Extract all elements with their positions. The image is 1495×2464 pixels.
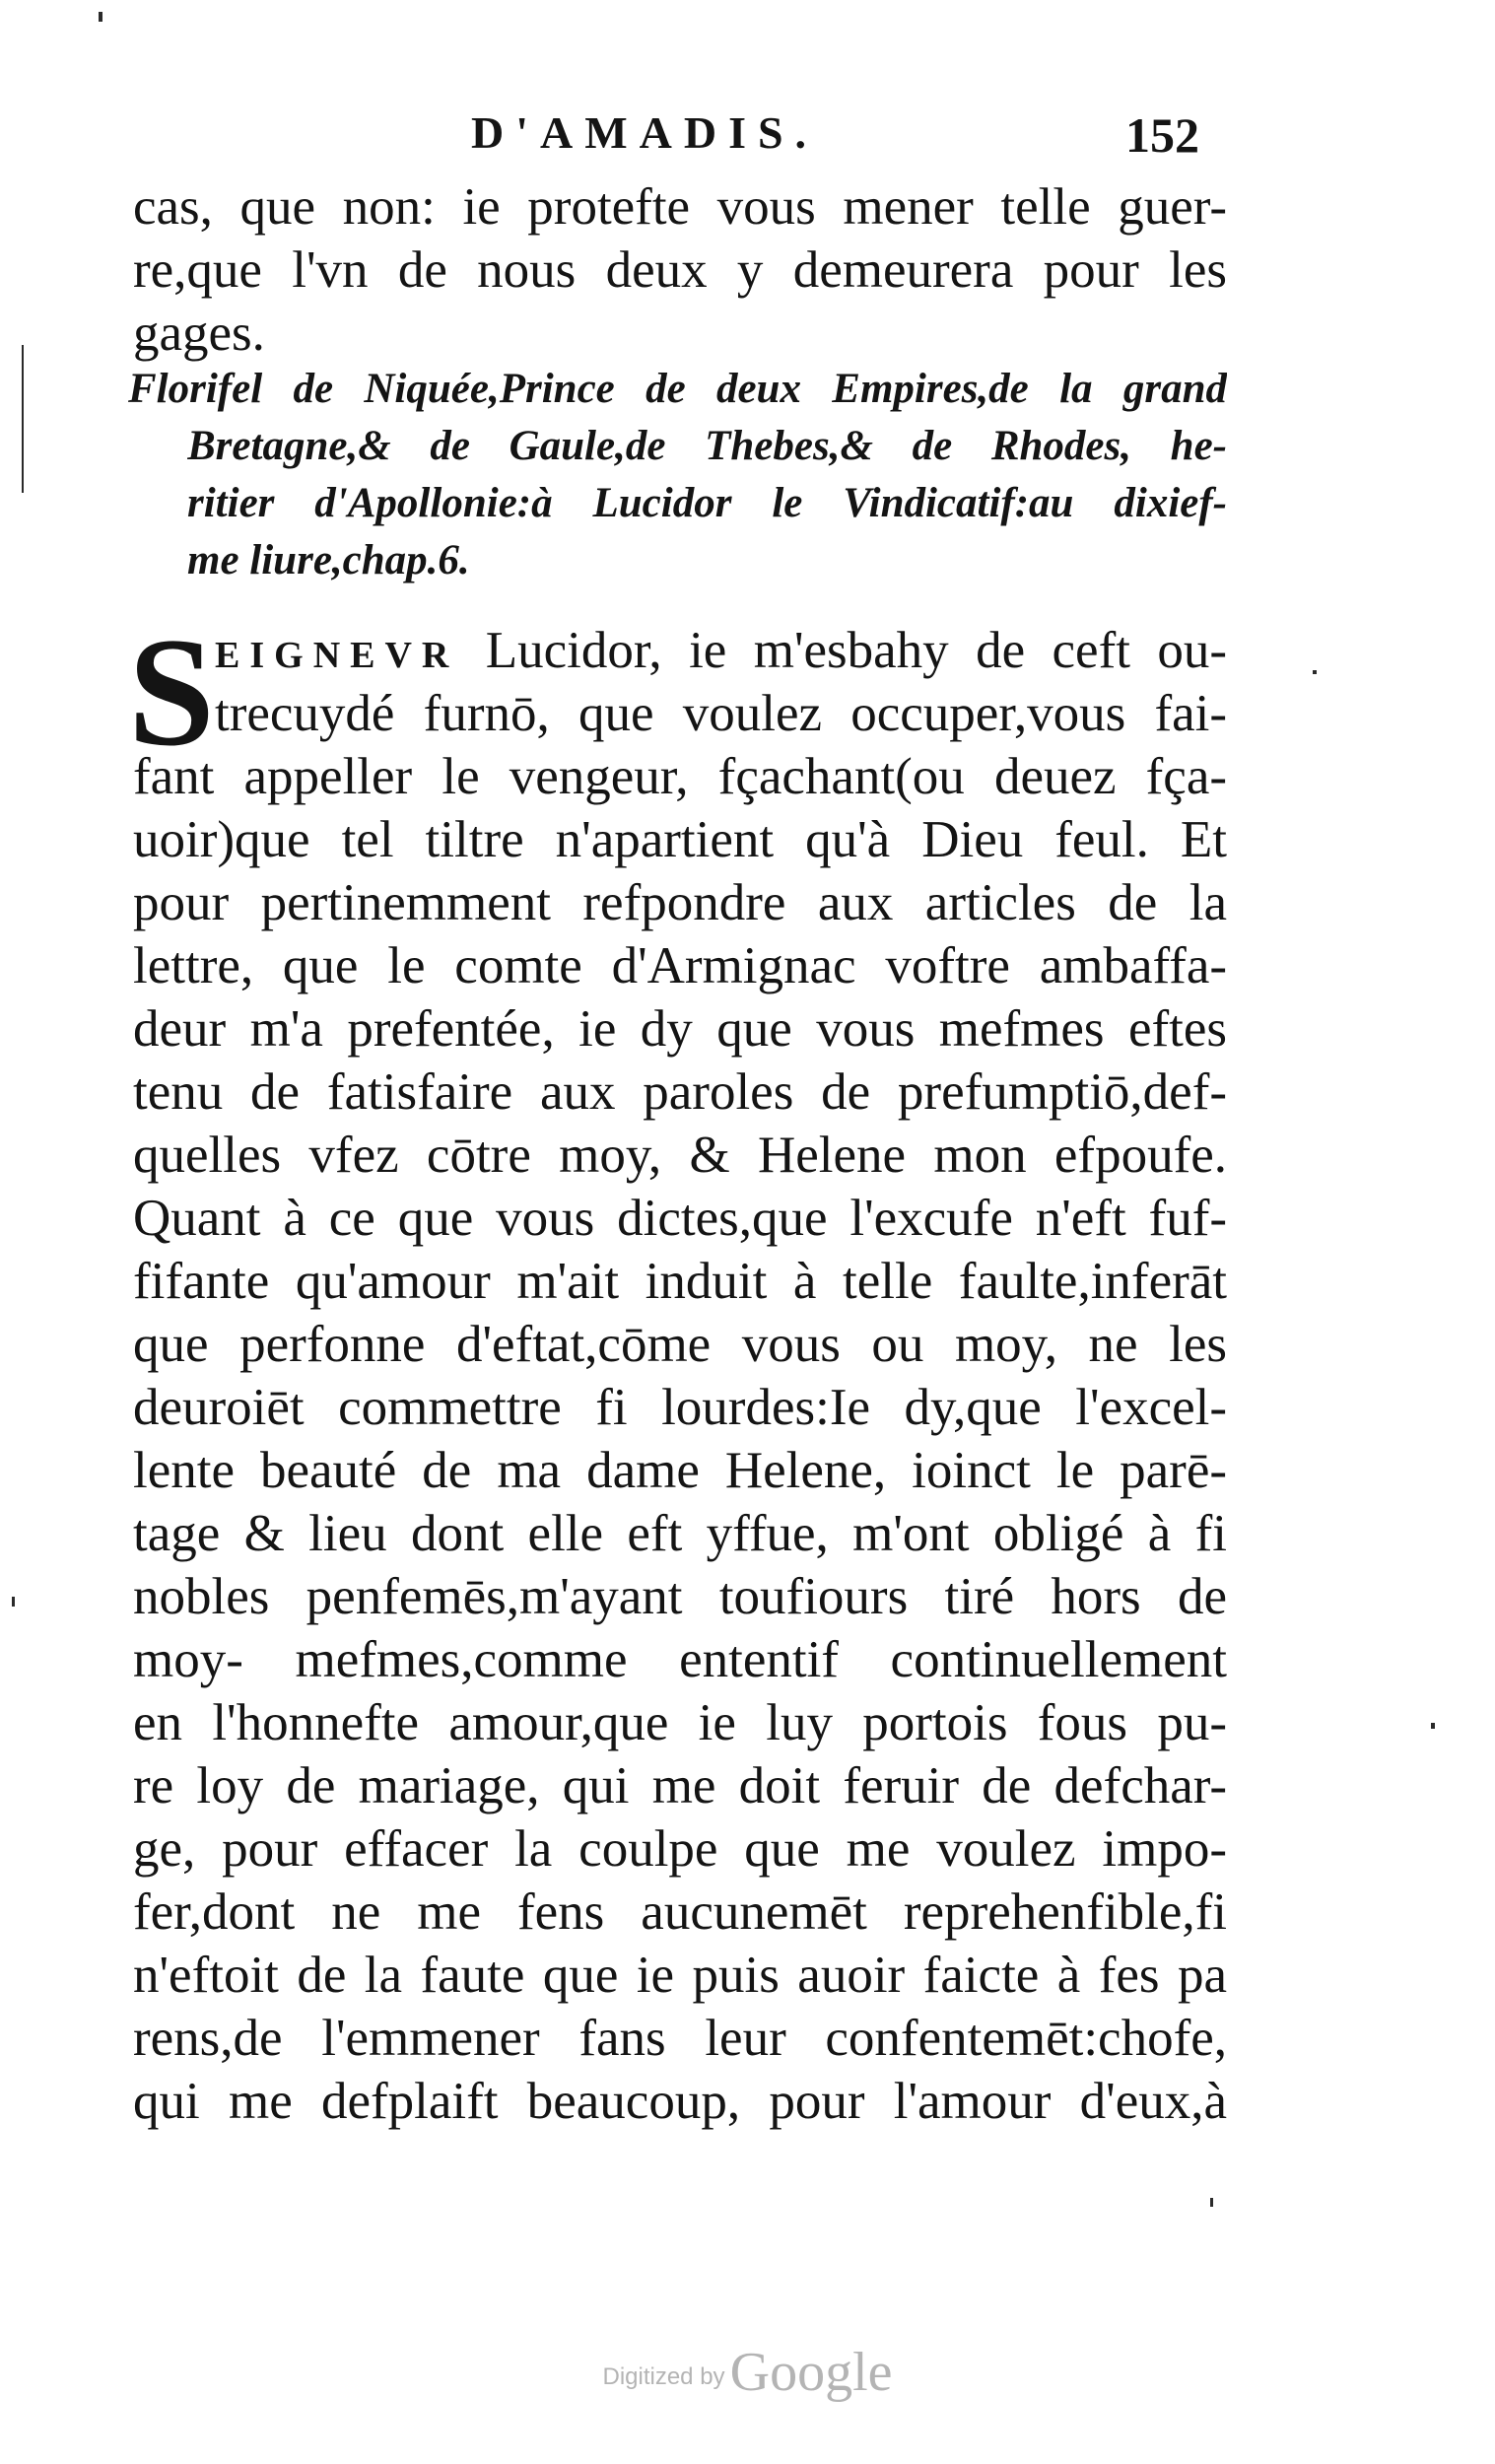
salutation: EIGNEVR — [215, 635, 459, 676]
text-line: n'eftoit de la faute que ie puis auoir faicte à fes pa — [133, 1947, 1227, 2004]
text-line: deuroiēt commettre fi lourdes:Ie dy,que l'excel- — [133, 1379, 1227, 1436]
running-head — [0, 106, 1495, 166]
google-logo: Google — [729, 2342, 893, 2403]
text-line: tage & lieu dont elle eft yffue, m'ont obligé à fi — [133, 1505, 1227, 1562]
letter-heading-line: me liure,chap.6. — [187, 537, 470, 583]
specks — [1210, 2198, 1213, 2207]
text-line: deur m'a prefentée, ie dy que vous mefmes eftes — [133, 1000, 1227, 1058]
text-line: re loy de mariage, qui me doit feruir de defchar- — [133, 1757, 1227, 1814]
digitized-watermark — [0, 2341, 1495, 2404]
text-line: trecuydé furnō, que voulez occuper,vous fai- — [215, 685, 1227, 742]
first-line-text: Lucidor, ie m'esbahy de ceft ou- — [485, 622, 1227, 679]
letter-heading-line: Florifel de Niquée,Prince de deux Empires,de la grand — [128, 366, 1227, 412]
text-line: fer,dont ne me fens aucunemēt reprehenfible,fi — [133, 1883, 1227, 1941]
text-line: lettre, que le comte d'Armignac voftre ambaffa- — [133, 937, 1227, 994]
text-line: rens,de l'emmener fans leur confentemēt:chofe, — [133, 2010, 1227, 2067]
text-line: tenu de fatisfaire aux paroles de prefumptiō,def- — [133, 1063, 1227, 1121]
text-line: qui me defplaift beaucoup, pour l'amour d'eux,à — [133, 2073, 1227, 2130]
text-line: pour pertinemment refpondre aux articles de la — [133, 874, 1227, 931]
digitized-by-label: Digitized by — [602, 2363, 725, 2390]
text-line: nobles penfemēs,m'ayant toufiours tiré hors de — [133, 1568, 1227, 1625]
text-line: quelles vfez cōtre moy, & Helene mon efpoufe. — [133, 1127, 1227, 1184]
page-number: 152 — [1125, 107, 1199, 163]
text-line: ge, pour effacer la coulpe que me voulez impo- — [133, 1820, 1227, 1878]
specks — [12, 1597, 15, 1607]
text-line: re,que l'vn de nous deux y demeurera pour les — [133, 241, 1227, 299]
specks — [1313, 670, 1317, 674]
binding-edge-mark — [22, 345, 24, 493]
text-line: cas, que non: ie protefte vous mener telle guer- — [133, 178, 1227, 236]
running-title: D'AMADIS. — [471, 107, 819, 158]
specks — [1431, 1723, 1435, 1729]
text-line: en l'honnefte amour,que ie luy portois fous pu- — [133, 1694, 1227, 1751]
letter-heading-line: Bretagne,& de Gaule,de Thebes,& de Rhodes, he- — [187, 423, 1227, 469]
text-line: fant appeller le vengeur, fçachant(ou deuez fça- — [133, 748, 1227, 805]
text-line: que perfonne d'eftat,cōme vous ou moy, ne les — [133, 1316, 1227, 1373]
text-line: Quant à ce que vous dictes,que l'excufe n'eft fuf- — [133, 1190, 1227, 1247]
text-line: lente beauté de ma dame Helene, ioinct le parē- — [133, 1442, 1227, 1499]
text-line: fifante qu'amour m'ait induit à telle faulte,inferāt — [133, 1253, 1227, 1310]
specks — [99, 12, 102, 22]
drop-cap: S — [128, 606, 215, 779]
letter-first-line — [215, 619, 1227, 687]
text-line: gages. — [133, 305, 265, 362]
text-line: uoir)que tel tiltre n'apartient qu'à Dieu feul. Et — [133, 811, 1227, 868]
text-line: moy- mefmes,comme ententif continuellement — [133, 1631, 1227, 1688]
letter-heading-line: ritier d'Apollonie:à Lucidor le Vindicatif:au dixief- — [187, 480, 1227, 526]
